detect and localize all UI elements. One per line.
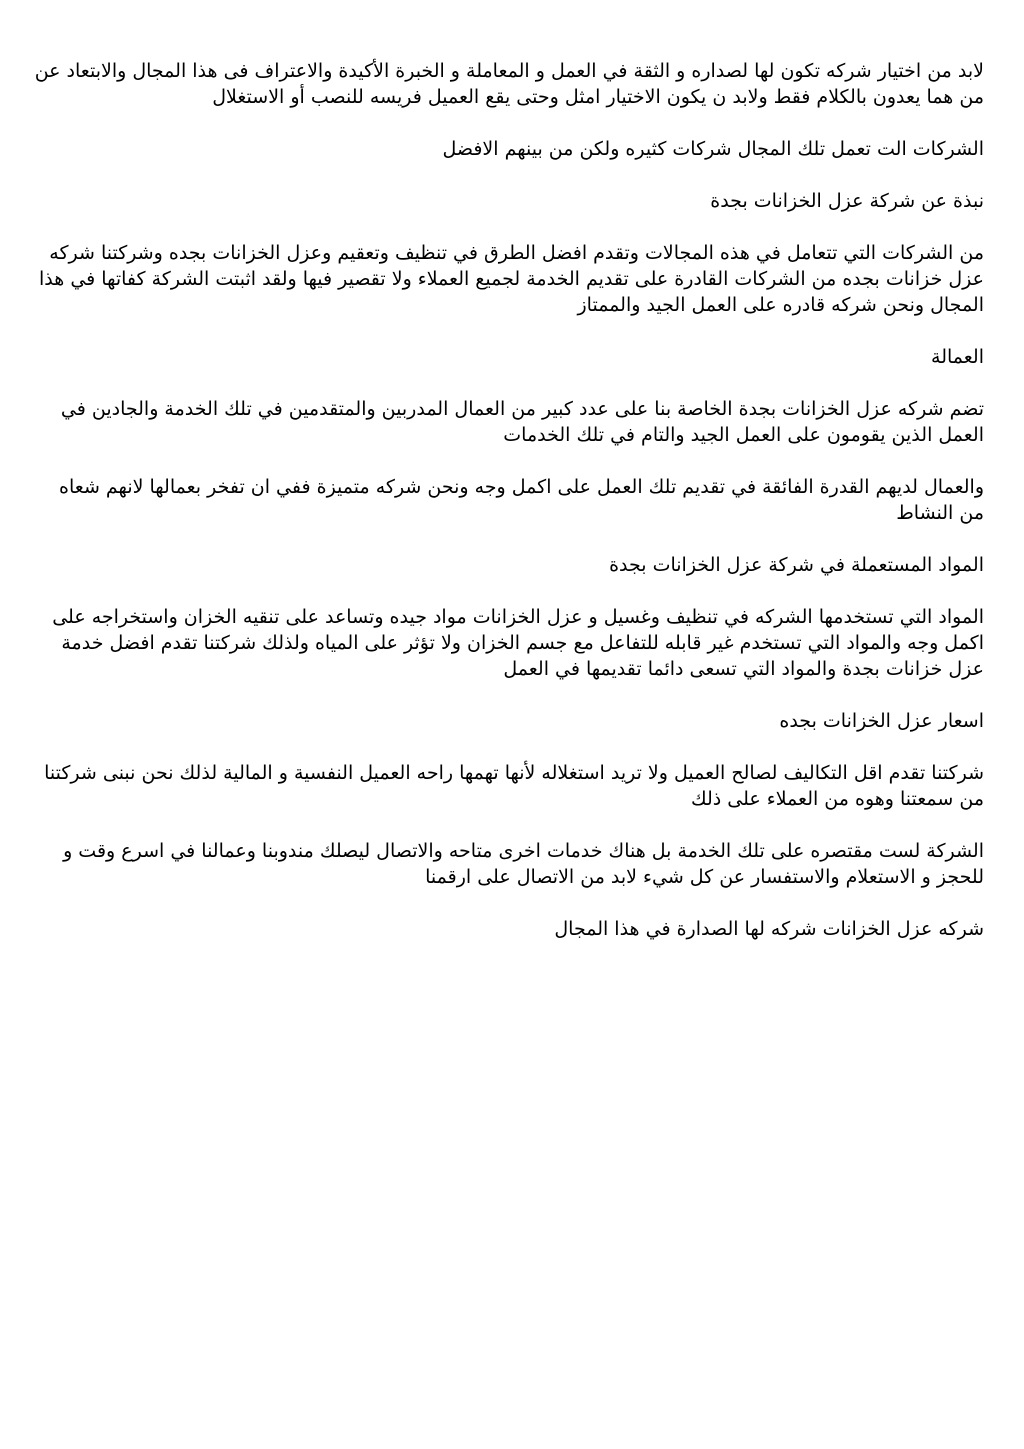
closing-paragraph: شركه عزل الخزانات شركه لها الصدارة في هذا المجال xyxy=(554,918,984,940)
workers-ability-paragraph: والعمال لديهم القدرة الفائقة في تقديم تلك العمل على اكمل وجه ونحن شركه متميزة ففي ان تفخر بعمالها لانهم شعاه من النشاط xyxy=(59,476,984,524)
materials-paragraph: المواد التي تستخدمها الشركه في تنظيف وغسيل و عزل الخزانات مواد جيده وتساعد على تنقيه الخزان واستخراجه على اكمل وجه والمواد التي تستخدم غير قابله للتفاعل مع جسم الخزان ولا تؤثر على المياه ولذلك شركتنا تقدم افضل خدمة عزل خزانات بجدة والمواد التي تسعى دائما تقديمها في العمل xyxy=(52,606,984,680)
contact-paragraph: الشركة لست مقتصره على تلك الخدمة بل هناك خدمات اخرى متاحه والاتصال ليصلك مندوبنا وعمالنا في اسرع وقت و للحجز و الاستعلام والاستفسار عن كل شيء لابد من الاتصال على ارقمنا xyxy=(63,840,984,888)
prices-heading: اسعار عزل الخزانات بجده xyxy=(779,710,984,732)
about-heading: نبذة عن شركة عزل الخزانات بجدة xyxy=(710,190,984,212)
prices-paragraph: شركتنا تقدم اقل التكاليف لصالح العميل ولا تريد استغلاله لأنها تهمها راحه العميل النفسية و المالية لذلك نحن نبنى شركتنا من سمعتنا وهوه من العملاء على ذلك xyxy=(44,762,984,810)
companies-paragraph: الشركات الت تعمل تلك المجال شركات كثيره ولكن من بينهم الافضل xyxy=(442,138,984,160)
workers-heading: العمالة xyxy=(931,346,984,368)
intro-paragraph: لابد من اختيار شركه تكون لها لصداره و الثقة في العمل و المعاملة و الخبرة الأكيدة والاعتراف فى هذا المجال والابتعاد عن من هما يعدون بالكلام فقط ولابد ن يكون الاختيار امثل وحتى يقع العميل فريسه للنصب أو الاستغلال xyxy=(34,60,984,108)
materials-heading: المواد المستعملة في شركة عزل الخزانات بجدة xyxy=(609,554,984,576)
workers-paragraph: تضم شركه عزل الخزانات بجدة الخاصة بنا على عدد كبير من العمال المدربين والمتقدمين في تلك الخدمة والجادين في العمل الذين يقومون على العمل الجيد والتام في تلك الخدمات xyxy=(60,398,984,446)
about-paragraph: من الشركات التي تتعامل في هذه المجالات وتقدم افضل الطرق في تنظيف وتعقيم وعزل الخزانات بجده وشركتنا شركه عزل خزانات بجده من الشركات القادرة على تقديم الخدمة لجميع العملاء ولا تقصير فيها ولقد اثبتت الشركة كفاتها في هذا المجال ونحن شركه قادره على العمل الجيد والممتاز xyxy=(39,242,984,316)
